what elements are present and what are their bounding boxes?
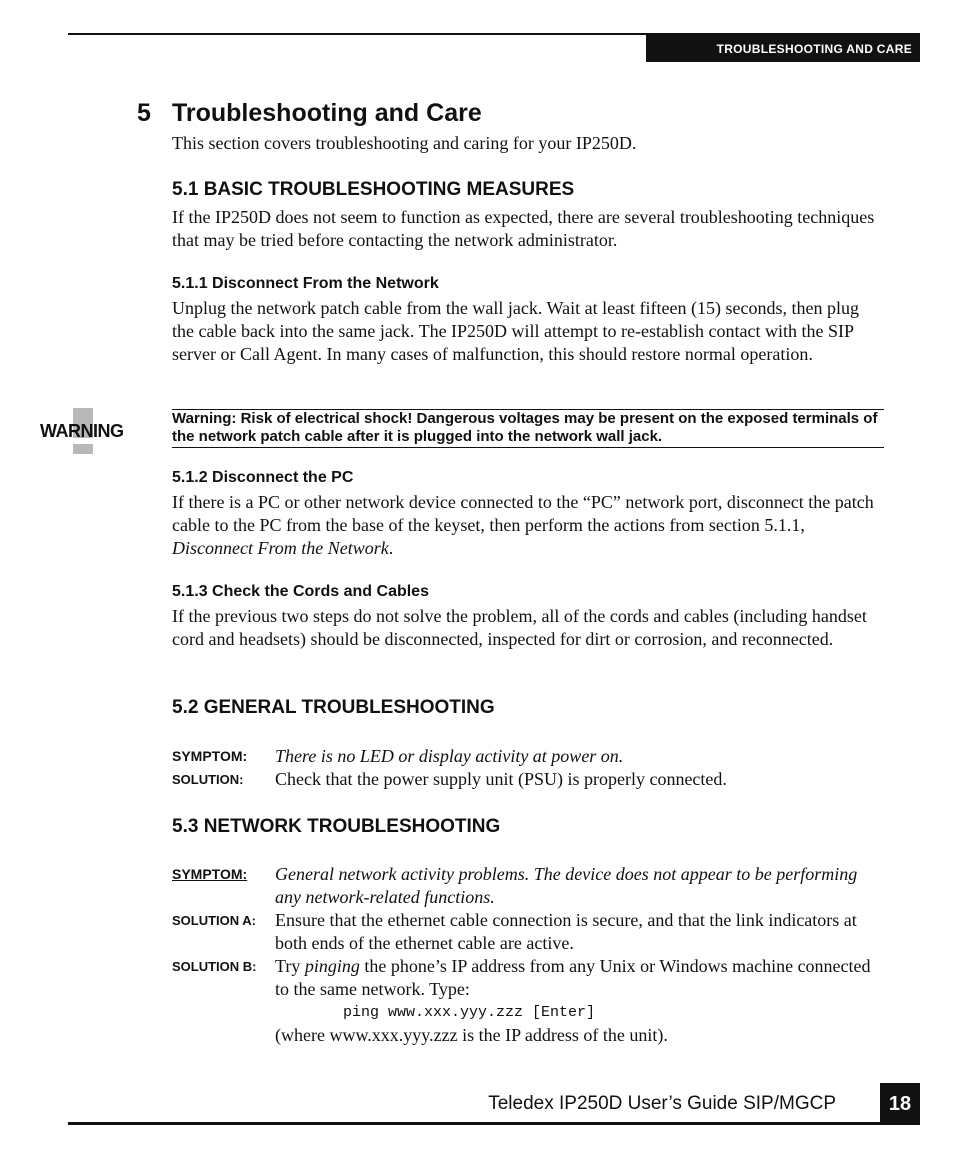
section-5-1-2-text: If there is a PC or other network device connected to the “PC” network port, disconnect the patch cable to the PC from the base of the keyset, then perform the actions from section 5.1.1, <box>172 492 874 535</box>
network-symptom-text <box>275 863 875 909</box>
section-5-1-1-body: Unplug the network patch cable from the wall jack. Wait at least fifteen (15) seconds, then plug the cable back into the same jack. The IP250D will attempt to re-establish contact with the SIP server or Call Agent. In many cases of malfunction, this should restore normal operation. <box>172 298 859 364</box>
solution-b-label: SOLUTION B: <box>172 959 257 974</box>
ping-note: (where www.xxx.yyy.zzz is the IP address of the unit). <box>275 1025 668 1045</box>
solution-b-italic: pinging <box>304 956 360 976</box>
page-number: 18 <box>880 1083 920 1125</box>
chapter-number: 5 <box>137 99 151 127</box>
section-5-1-body: If the IP250D does not seem to function as expected, there are several troubleshooting techniques that may be tried before contacting the network administrator. <box>172 207 875 250</box>
section-5-1-3-body: If the previous two steps do not solve the problem, all of the cords and cables (including handset cord and headsets) should be disconnected, inspected for dirt or corrosion, and reconnected. <box>172 606 867 649</box>
warning-icon <box>40 408 130 458</box>
exclamation-dot <box>73 444 93 454</box>
footer-guide-title: Teledex IP250D User’s Guide SIP/MGCP <box>488 1093 836 1114</box>
symptom-label: SYMPTOM: <box>172 748 248 764</box>
solution-label: SOLUTION: <box>172 772 244 787</box>
section-5-1-2-body <box>172 491 884 560</box>
chapter-intro: This section covers troubleshooting and caring for your IP250D. <box>172 133 637 153</box>
section-5-1-heading: 5.1 BASIC TROUBLESHOOTING MEASURES <box>172 179 575 200</box>
chapter-title: Troubleshooting and Care <box>172 99 482 127</box>
section-5-1-2-reference: Disconnect From the Network <box>172 538 389 558</box>
section-5-1-2-heading: 5.1.2 Disconnect the PC <box>172 469 354 486</box>
section-5-3-heading: 5.3 NETWORK TROUBLESHOOTING <box>172 816 501 837</box>
section-5-1-1-heading: 5.1.1 Disconnect From the Network <box>172 275 439 292</box>
symptom-text <box>275 745 875 768</box>
bottom-rule <box>68 1122 920 1125</box>
symptom-italic: There is no LED or display activity at power on. <box>275 746 624 766</box>
warning-text: Warning: Risk of electrical shock! Dangerous voltages may be present on the exposed terminals of the network patch cable after it is plugged into the network wall jack. <box>172 410 878 445</box>
solution-b-suffix: the phone’s IP address from any Unix or Windows machine connected to the same network. Type: <box>275 956 871 999</box>
solution-a-text: Ensure that the ethernet cable connection is secure, and that the link indicators at both ends of the ethernet cable are active. <box>275 910 857 953</box>
solution-text: Check that the power supply unit (PSU) is properly connected. <box>275 769 727 789</box>
warning-icon-label: WARNING <box>40 421 124 441</box>
solution-b-prefix: Try <box>275 956 305 976</box>
solution-b-text <box>275 955 875 1001</box>
section-5-1-3-heading: 5.1.3 Check the Cords and Cables <box>172 583 429 600</box>
section-5-1-2-period: . <box>388 538 394 558</box>
solution-a-label: SOLUTION A: <box>172 913 257 928</box>
section-5-2-heading: 5.2 GENERAL TROUBLESHOOTING <box>172 697 495 718</box>
network-symptom-label: SYMPTOM: <box>172 866 248 882</box>
warning-box <box>172 409 884 448</box>
network-symptom-italic: General network activity problems. The device does not appear to be performing any network-related functions. <box>275 864 858 907</box>
ping-command: ping www.xxx.yyy.zzz [Enter] <box>343 1004 596 1021</box>
running-header: TROUBLESHOOTING AND CARE <box>646 35 920 62</box>
